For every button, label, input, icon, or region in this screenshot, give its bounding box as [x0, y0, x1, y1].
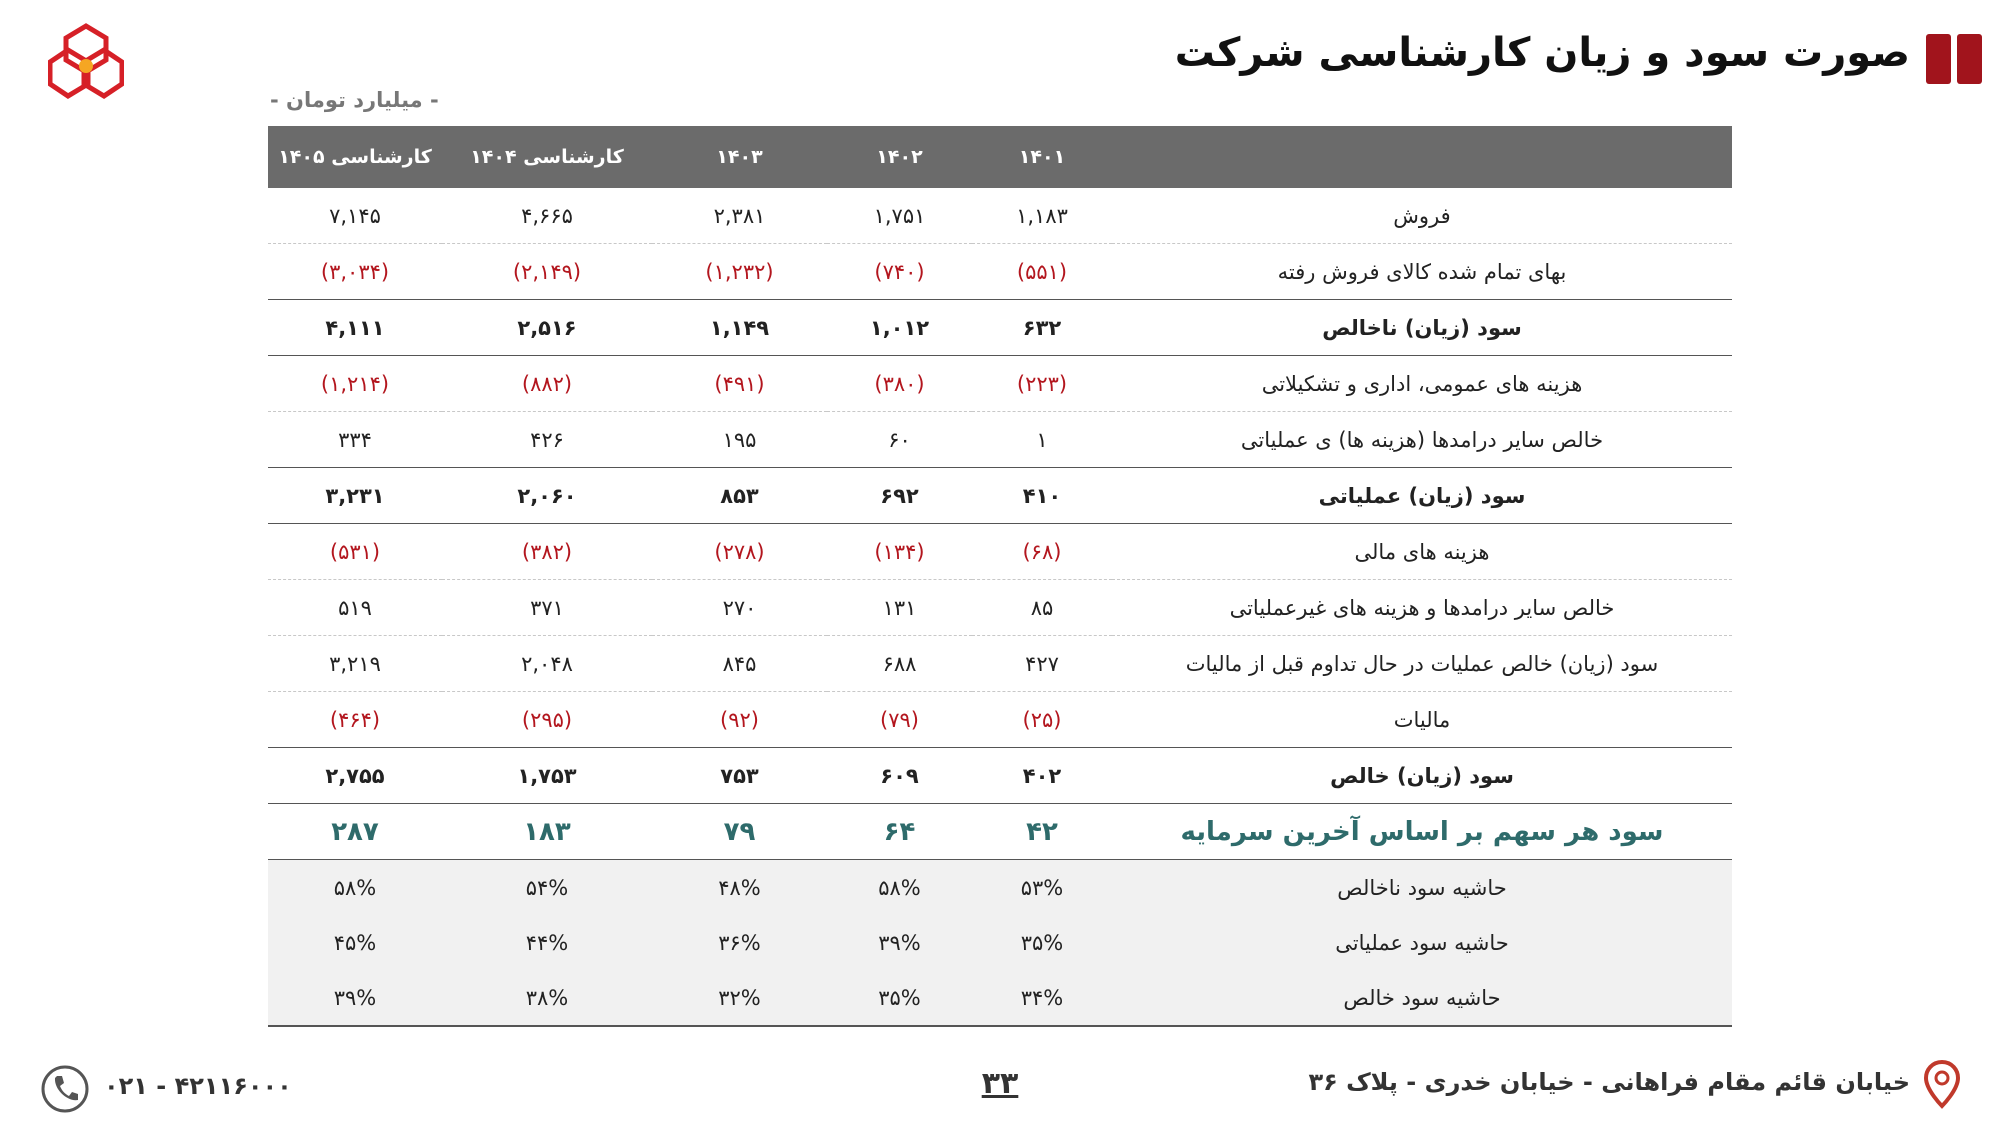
- cell-value: ۷۹: [652, 804, 827, 860]
- cell-value: ۲,۰۴۸: [442, 636, 652, 692]
- cell-value: ۴۲۶: [442, 412, 652, 468]
- cell-value: ۲۷۰: [652, 580, 827, 636]
- cell-value: ۵۱۹: [268, 580, 442, 636]
- column-header: [1112, 126, 1732, 188]
- row-label: سود (زیان) عملیاتی: [1112, 468, 1732, 524]
- cell-value: ۶۹۲: [827, 468, 972, 524]
- cell-value: ۵۸%: [827, 860, 972, 916]
- row-label: هزینه های مالی: [1112, 524, 1732, 580]
- table-row: [268, 748, 1732, 804]
- cell-value: (۵۵۱): [972, 244, 1112, 300]
- cell-value: (۷۹): [827, 692, 972, 748]
- cell-value: (۲,۱۴۹): [442, 244, 652, 300]
- cell-value: ۶۰: [827, 412, 972, 468]
- cell-value: ۱۹۵: [652, 412, 827, 468]
- row-label: سود (زیان) خالص: [1112, 748, 1732, 804]
- phone-number: ۰۲۱ - ۴۲۱۱۶۰۰۰: [104, 1072, 292, 1100]
- income-statement-table: [268, 126, 1732, 1027]
- cell-value: (۴۶۴): [268, 692, 442, 748]
- cell-value: ۴۵%: [268, 915, 442, 970]
- cell-value: ۴۱۰: [972, 468, 1112, 524]
- table-row: [268, 860, 1732, 916]
- cell-value: ۳۲%: [652, 970, 827, 1026]
- table-row: [268, 244, 1732, 300]
- cell-value: ۶۴: [827, 804, 972, 860]
- cell-value: (۳۸۰): [827, 356, 972, 412]
- row-label: حاشیه سود عملیاتی: [1112, 915, 1732, 970]
- cell-value: ۵۸%: [268, 860, 442, 916]
- cell-value: ۱: [972, 412, 1112, 468]
- cell-value: ۱,۰۱۲: [827, 300, 972, 356]
- title-accent-bars: [1926, 34, 1982, 84]
- cell-value: ۸۵۳: [652, 468, 827, 524]
- cell-value: (۷۴۰): [827, 244, 972, 300]
- cell-value: ۸۵: [972, 580, 1112, 636]
- table-row: [268, 300, 1732, 356]
- table-row: [268, 804, 1732, 860]
- cell-value: (۲۲۳): [972, 356, 1112, 412]
- cell-value: ۷۵۳: [652, 748, 827, 804]
- table-row: [268, 636, 1732, 692]
- cell-value: ۳۵%: [827, 970, 972, 1026]
- cell-value: (۱۳۴): [827, 524, 972, 580]
- cell-value: ۳,۲۳۱: [268, 468, 442, 524]
- cell-value: ۶۳۲: [972, 300, 1112, 356]
- table-row: [268, 468, 1732, 524]
- cell-value: ۲,۰۶۰: [442, 468, 652, 524]
- phone-icon: [40, 1062, 90, 1116]
- row-label: سود (زیان) خالص عملیات در حال تداوم قبل از مالیات: [1112, 636, 1732, 692]
- cell-value: (۹۲): [652, 692, 827, 748]
- cell-value: ۴۴%: [442, 915, 652, 970]
- cell-value: (۲۷۸): [652, 524, 827, 580]
- cell-value: (۸۸۲): [442, 356, 652, 412]
- cell-value: ۲۸۷: [268, 804, 442, 860]
- column-header: ۱۴۰۳: [652, 126, 827, 188]
- cell-value: (۳۸۲): [442, 524, 652, 580]
- cell-value: ۲,۵۱۶: [442, 300, 652, 356]
- cell-value: ۳۷۱: [442, 580, 652, 636]
- table-row: [268, 915, 1732, 970]
- cell-value: ۵۴%: [442, 860, 652, 916]
- cell-value: ۴,۶۶۵: [442, 188, 652, 244]
- cell-value: ۳۹%: [827, 915, 972, 970]
- row-label: خالص سایر درامدها و هزینه های غیرعملیاتی: [1112, 580, 1732, 636]
- cell-value: ۷,۱۴۵: [268, 188, 442, 244]
- row-label: سود هر سهم بر اساس آخرین سرمایه: [1112, 804, 1732, 860]
- table-row: [268, 356, 1732, 412]
- cell-value: (۴۹۱): [652, 356, 827, 412]
- cell-value: ۴,۱۱۱: [268, 300, 442, 356]
- column-header: کارشناسی ۱۴۰۴: [442, 126, 652, 188]
- cell-value: ۶۰۹: [827, 748, 972, 804]
- cell-value: ۱,۱۸۳: [972, 188, 1112, 244]
- row-label: فروش: [1112, 188, 1732, 244]
- row-label: سود (زیان) ناخالص: [1112, 300, 1732, 356]
- row-label: خالص سایر درامدها (هزینه ها) ی عملیاتی: [1112, 412, 1732, 468]
- unit-label: - میلیارد تومان -: [270, 88, 439, 112]
- cell-value: ۴۸%: [652, 860, 827, 916]
- page-title: صورت سود و زیان کارشناسی شرکت: [1174, 30, 1910, 76]
- cell-value: (۳,۰۳۴): [268, 244, 442, 300]
- row-label: بهای تمام شده کالای فروش رفته: [1112, 244, 1732, 300]
- footer-address: خیابان قائم مقام فراهانی - خیابان خدری - پلاک ۳۶: [1308, 1068, 1910, 1096]
- location-pin-icon: [1922, 1060, 1962, 1110]
- cell-value: ۳۶%: [652, 915, 827, 970]
- cell-value: ۱,۱۴۹: [652, 300, 827, 356]
- cell-value: ۳۹%: [268, 970, 442, 1026]
- cell-value: ۴۲۷: [972, 636, 1112, 692]
- table-row: [268, 188, 1732, 244]
- cell-value: (۲۵): [972, 692, 1112, 748]
- cell-value: ۲,۷۵۵: [268, 748, 442, 804]
- cell-value: (۱,۲۳۲): [652, 244, 827, 300]
- cell-value: ۱۸۳: [442, 804, 652, 860]
- cell-value: ۳۵%: [972, 915, 1112, 970]
- cell-value: ۳۴%: [972, 970, 1112, 1026]
- company-logo: [48, 20, 124, 100]
- cell-value: ۳,۲۱۹: [268, 636, 442, 692]
- cell-value: ۸۴۵: [652, 636, 827, 692]
- cell-value: ۴۲: [972, 804, 1112, 860]
- table-row: [268, 692, 1732, 748]
- row-label: هزینه های عمومی، اداری و تشکیلاتی: [1112, 356, 1732, 412]
- cell-value: (۱,۲۱۴): [268, 356, 442, 412]
- column-header: ۱۴۰۲: [827, 126, 972, 188]
- cell-value: ۱,۷۵۳: [442, 748, 652, 804]
- cell-value: ۶۸۸: [827, 636, 972, 692]
- page-number: ۳۳: [981, 1066, 1019, 1101]
- cell-value: ۳۳۴: [268, 412, 442, 468]
- column-header: کارشناسی ۱۴۰۵: [268, 126, 442, 188]
- row-label: حاشیه سود خالص: [1112, 970, 1732, 1026]
- cell-value: (۵۳۱): [268, 524, 442, 580]
- table-row: [268, 970, 1732, 1026]
- table-row: [268, 412, 1732, 468]
- cell-value: ۵۳%: [972, 860, 1112, 916]
- cell-value: ۴۰۲: [972, 748, 1112, 804]
- cell-value: ۱۳۱: [827, 580, 972, 636]
- cell-value: (۶۸): [972, 524, 1112, 580]
- cell-value: (۲۹۵): [442, 692, 652, 748]
- row-label: حاشیه سود ناخالص: [1112, 860, 1732, 916]
- table-row: [268, 524, 1732, 580]
- cell-value: ۱,۷۵۱: [827, 188, 972, 244]
- table-header-row: [268, 126, 1732, 188]
- column-header: ۱۴۰۱: [972, 126, 1112, 188]
- table-row: [268, 580, 1732, 636]
- cell-value: ۳۸%: [442, 970, 652, 1026]
- row-label: مالیات: [1112, 692, 1732, 748]
- cell-value: ۲,۳۸۱: [652, 188, 827, 244]
